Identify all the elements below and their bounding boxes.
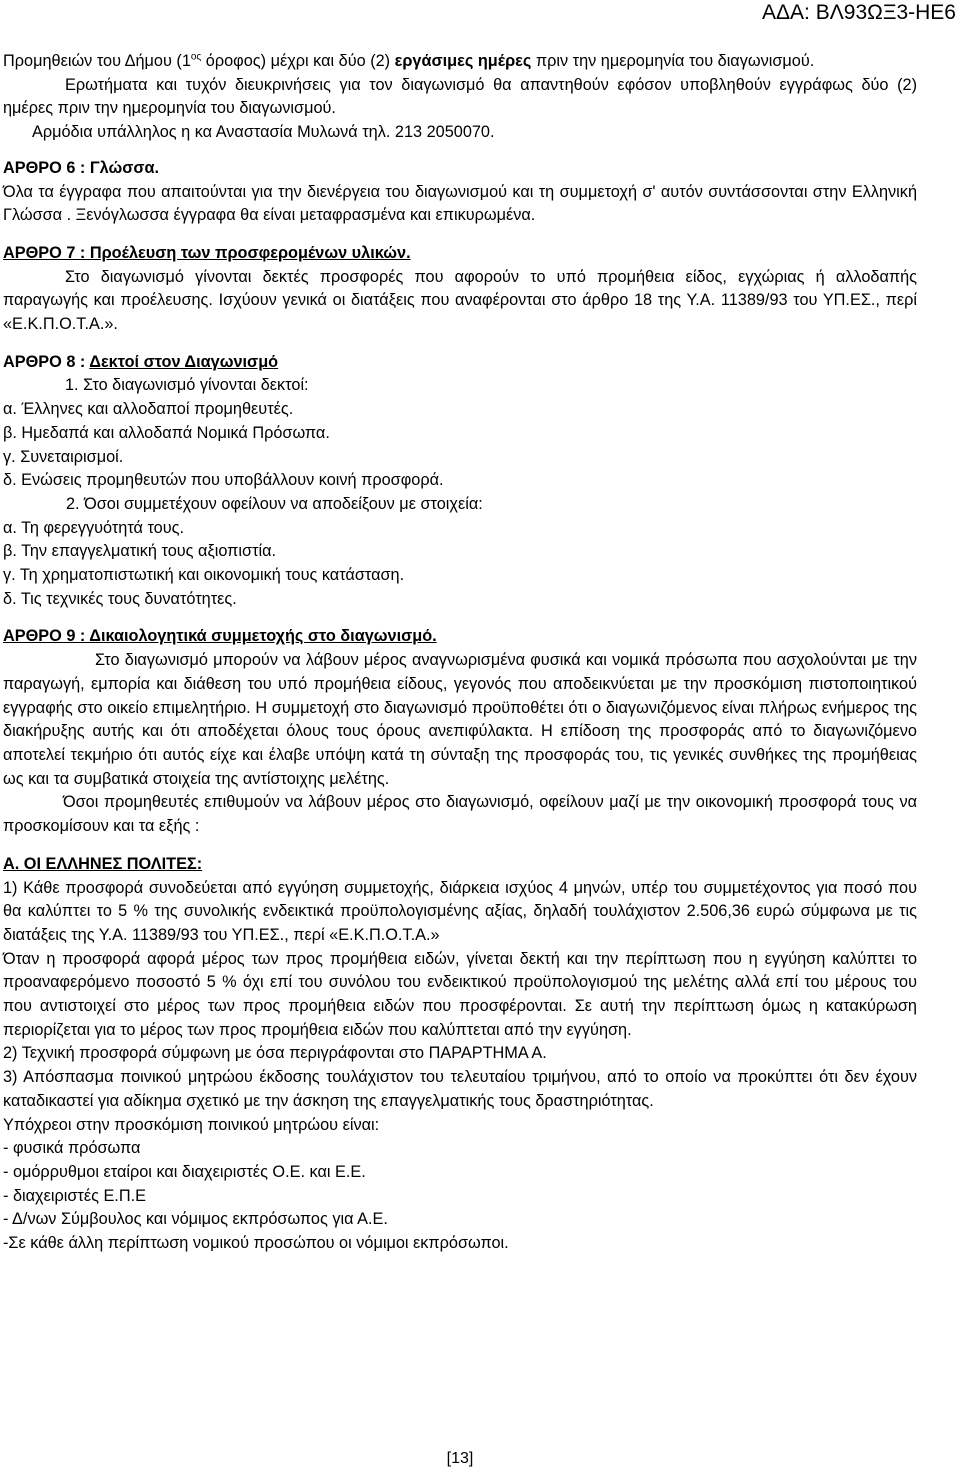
list-item: -Σε κάθε άλλη περίπτωση νομικού προσώπου οι νόμιμοι εκπρόσωποι. — [3, 1234, 509, 1253]
article9-paragraph2: Όσοι προμηθευτές επιθυμούν να λάβουν μέρος στο διαγωνισμό, οφείλουν μαζί με την οικονομική προσφορά τους να προσκομίσουν και τα εξής : — [3, 793, 917, 836]
article8-point2: 2. Όσοι συμμετέχουν οφείλουν να αποδείξουν με στοιχεία: — [66, 494, 483, 513]
section-a-title: Α. ΟΙ ΕΛΛΗΝΕΣ ΠΟΛΙΤΕΣ: — [3, 854, 203, 873]
article8-title: ΑΡΘΡΟ 8 : Δεκτοί στον Διαγωνισμό — [3, 352, 279, 371]
requirement-3: 3) Απόσπασμα ποινικού μητρώου έκδοσης τουλάχιστον του τελευταίου τριμήνου, από το οποίο να προκύπτει ότι δεν έχουν καταδικαστεί για αδίκημα σχετικό με την άσκηση της επαγγελματικής τους δραστηριότητας. — [3, 1068, 917, 1110]
document-body — [3, 50, 917, 1256]
list-item: - διαχειριστές Ε.Π.Ε — [3, 1186, 146, 1205]
list-item: γ. Τη χρηματοπιστωτική και οικονομική τους κατάσταση. — [3, 566, 405, 585]
intro-paragraph: Προμηθειών του Δήμου ($1^{o\varsigma}$ όροφος) μέχρι και δύο (2) εργάσιμες ημέρες πριν την ημερομηνία του διαγωνισμού. — [3, 51, 815, 70]
ordinal-superscript: ος — [190, 51, 202, 63]
requirement-1: 1) Κάθε προσφορά συνοδεύεται από εγγύηση συμμετοχής, διάρκεια ισχύος 4 μηνών, υπέρ του συμμετέχοντος για ποσό που θα καλύπτει το 5 % της συνολικής ενδεικτικά προϋπολογισμένης αξίας, δηλαδή τουλάχιστον 2.506,36 ευρώ σύμφωνα με τις διατάξεις της Υ.Α. 11389/93 του ΥΠ.ΕΣ., περί «Ε.Κ.Π.Ο.Τ.Α.» — [3, 878, 917, 944]
list-item: - Δ/νων Σύμβουλος και νόμιμος εκπρόσωπος για Α.Ε. — [3, 1210, 388, 1229]
article9-title: ΑΡΘΡΟ 9 : Δικαιολογητικά συμμετοχής στο διαγωνισμό. — [3, 627, 437, 646]
list-item: δ. Ενώσεις προμηθευτών που υποβάλλουν κοινή προσφορά. — [3, 471, 444, 490]
requirement-2: 2) Τεχνική προσφορά σύμφωνη με όσα περιγράφονται στο ΠΑΡΑΡΤΗΜΑ Α. — [3, 1044, 547, 1063]
ada-identifier: ΑΔΑ: ΒΛ93ΩΞ3-ΗΕ6 — [762, 1, 956, 24]
page-number: [13] — [446, 1450, 474, 1467]
working-days-bold: εργάσιμες ημέρες — [394, 52, 532, 70]
article9-paragraph1: Στο διαγωνισμό μπορούν να λάβουν μέρος αναγνωρισμένα φυσικά και νομικά πρόσωπα που ασχολούνται με την παραγωγή, εμπορία και διάθεση του υπό προμήθεια είδους, γεγονός που αποδεικνύεται με την προσκόμιση πιστοποιητικού εγγραφής στο οικείο επιμελητήριο. Η συμμετοχή στο διαγωνισμό προϋποθέτει ότι ο διαγωνιζόμενος είναι πλήρως ενήμερος της διακήρυξης αυτής και ότι αποδέχεται όλους τους όρους ανεπιφύλακτα. Η επίδοση της προσφοράς από το διαγωνιζόμενο αποτελεί τεκμήριο ότι αυτός είχε και έλαβε υπόψη κατά τη σύνταξη της προσφοράς του, τις γενικές συνθήκες της προμήθειας ως και τα συμβατικά στοιχεία της αντίστοιχης μελέτης. — [3, 651, 917, 788]
article8-point1: 1. Στο διαγωνισμό γίνονται δεκτοί: — [65, 376, 309, 395]
list-item: α. Τη φερεγγυότητά τους. — [3, 518, 184, 537]
list-item: - ομόρρυθμοι εταίροι και διαχειριστές Ο.Ε. και Ε.Ε. — [3, 1162, 366, 1181]
contact-paragraph: Αρμόδια υπάλληλος η κα Αναστασία Μυλωνά τηλ. 213 2050070. — [32, 123, 495, 142]
list-item: γ. Συνεταιρισμοί. — [3, 447, 124, 466]
questions-paragraph: Ερωτήματα και τυχόν διευκρινήσεις για τον διαγωνισμό θα απαντηθούν εφόσον υποβληθούν εγγράφως δύο (2) ημέρες πριν την ημερομηνία του διαγωνισμού. — [3, 75, 917, 118]
list-item: β. Ημεδαπά και αλλοδαπά Νομικά Πρόσωπα. — [3, 423, 330, 442]
article7-title: ΑΡΘΡΟ 7 : Προέλευση των προσφερομένων υλικών. — [3, 243, 411, 262]
list-item: δ. Τις τεχνικές τους δυνατότητες. — [3, 589, 237, 608]
obliged-intro: Υπόχρεοι στην προσκόμιση ποινικού μητρώου είναι: — [3, 1115, 380, 1134]
article7-text: Στο διαγωνισμό γίνονται δεκτές προσφορές που αφορούν το υπό προμήθεια είδος, εγχώριας ή αλλοδαπής παραγωγής και προέλευσης. Ισχύουν γενικά οι διατάξεις που αναφέρονται στο άρθρο 18 της Υ.Α. 11389/93 του ΥΠ.ΕΣ., περί «Ε.Κ.Π.Ο.Τ.Α.». — [3, 267, 917, 334]
list-item: - φυσικά πρόσωπα — [3, 1139, 141, 1158]
list-item: β. Την επαγγελματική τους αξιοπιστία. — [3, 542, 277, 561]
requirement-1-note: Όταν η προσφορά αφορά μέρος των προς προμήθεια ειδών, γίνεται δεκτή και την περίπτωση που η εγγύηση καλύπτει το προαναφερόμενο ποσοστό 5 % όχι επί του συνόλου του ενδεικτικού προϋπολογισμού της μελέτης αλλά επί του μέρους του που αντιστοιχεί στο μέρος των προς προμήθεια ειδών που προσφέρονται. Σε αυτή την περίπτωση όμως η κατακύρωση περιορίζεται για το μέρος των προς προμήθεια ειδών που καλύπτεται από την εγγύηση. — [3, 949, 917, 1039]
article6-text: Όλα τα έγγραφα που απαιτούνται για την διενέργεια του διαγωνισμού και τη συμμετοχή σ' αυτόν συντάσσονται στην Ελληνική Γλώσσα . Ξενόγλωσσα έγγραφα θα είναι μεταφρασμένα και επικυρωμένα. — [3, 182, 917, 225]
list-item: α. Έλληνες και αλλοδαποί προμηθευτές. — [3, 400, 294, 419]
article6-title: ΑΡΘΡΟ 6 : Γλώσσα. — [3, 158, 160, 177]
